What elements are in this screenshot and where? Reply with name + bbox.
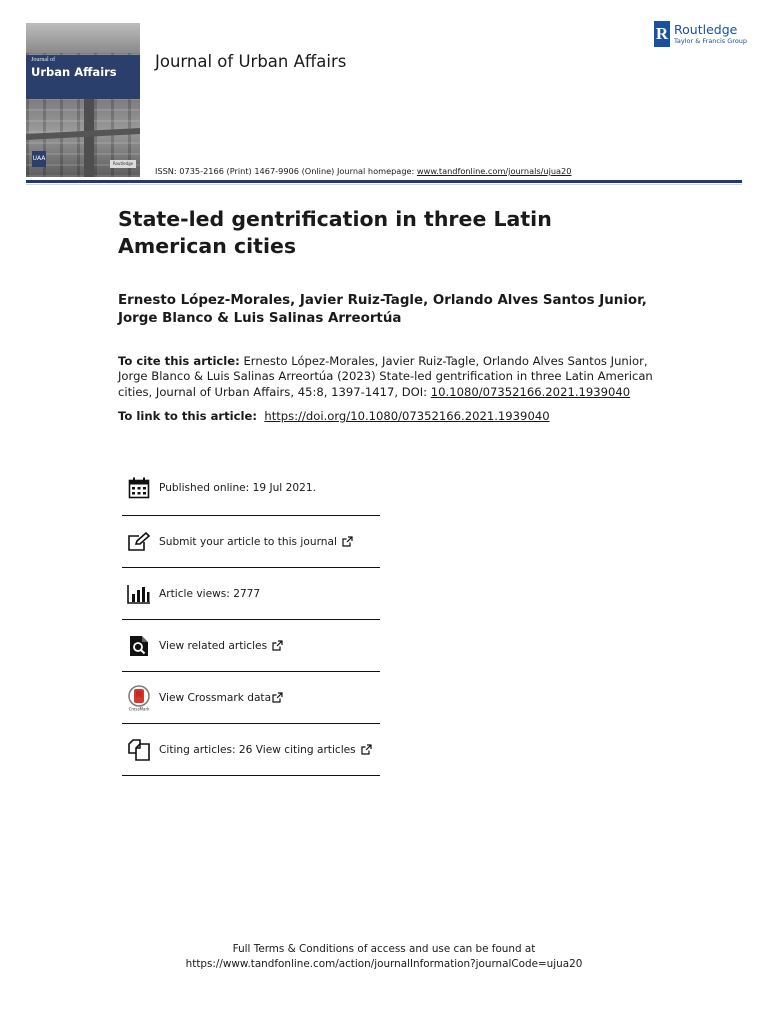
terms-url-link[interactable]: https://www.tandfonline.com/action/journalInformation?journalCode=ujua20: [185, 958, 583, 970]
terms-line: Full Terms & Conditions of access and use can be found at: [232, 943, 536, 955]
citing-articles-row[interactable]: [122, 724, 380, 776]
article-link-label: To link to this article:: [118, 409, 257, 423]
external-link-icon: [272, 692, 283, 703]
journal-cover-image: [26, 23, 140, 177]
citation-label: To cite this article:: [118, 354, 240, 368]
article-info-list: [122, 460, 380, 776]
publisher-name: Routledge: [674, 22, 738, 37]
citing-articles-label: Citing articles: 26 View citing articles: [159, 743, 356, 756]
cover-road-graphic: [26, 128, 140, 140]
citing-documents-icon: [126, 737, 152, 763]
citation-block: [118, 354, 673, 400]
submit-article-text: [159, 536, 353, 548]
cover-header-band: [26, 23, 140, 53]
crossmark-icon: [126, 685, 152, 711]
related-articles-row[interactable]: [122, 620, 380, 672]
cover-title-line2: Affairs: [74, 65, 117, 79]
calendar-icon: [126, 475, 152, 501]
citation-text: Ernesto López-Morales, Javier Ruiz-Tagle, Orlando Alves Santos Junior, Jorge Blanco & Luis Salinas Arreortúa (2023) State-led gentrification in three Latin American cities, Journal of Urban Affairs, 45:8, 1397-1417, DOI:: [118, 354, 653, 399]
edit-icon: [126, 529, 152, 555]
header-divider: [26, 180, 742, 183]
uaa-logo: UAA: [32, 151, 46, 167]
external-link-icon: [342, 536, 353, 547]
routledge-wordmark: [674, 23, 747, 45]
article-views-text: Article views: 2777: [159, 587, 261, 600]
article-authors: Ernesto López-Morales, Javier Ruiz-Tagle, Orlando Alves Santos Junior, Jorge Blanco & Luis Salinas Arreortúa: [118, 293, 647, 326]
cover-road-graphic: [84, 99, 94, 177]
issn-line: [155, 166, 571, 176]
published-online-row: [122, 460, 380, 516]
article-link-block: [118, 409, 678, 424]
article-views-row: [122, 568, 380, 620]
journal-homepage-link[interactable]: www.tandfonline.com/journals/ujua20: [416, 166, 572, 176]
crossmark-label: View Crossmark data: [159, 691, 272, 704]
issn-text: ISSN: 0735-2166 (Print) 1467-9906 (Online) Journal homepage:: [155, 166, 417, 176]
cover-title-line1: Urban: [31, 65, 71, 79]
article-doi-link[interactable]: https://doi.org/10.1080/07352166.2021.1939040: [264, 409, 550, 423]
routledge-mark-icon: R: [654, 21, 670, 47]
cover-title: [31, 66, 117, 78]
cover-publisher-mark: Routledge: [110, 160, 136, 168]
article-title: State-led gentrification in three Latin American cities: [118, 207, 552, 258]
related-articles-label: View related articles: [159, 639, 268, 652]
external-link-icon: [361, 744, 372, 755]
crossmark-text: [159, 692, 283, 704]
header-divider-shadow: [26, 184, 742, 185]
search-document-icon: [126, 633, 152, 659]
routledge-logo[interactable]: [654, 21, 747, 47]
svg-text:CrossMark: CrossMark: [128, 706, 150, 711]
publisher-subtitle: Taylor & Francis Group: [674, 37, 748, 45]
journal-name: Journal of Urban Affairs: [155, 52, 347, 71]
external-link-icon: [272, 640, 283, 651]
citing-articles-text: [159, 744, 372, 756]
published-online-text: Published online: 19 Jul 2021.: [159, 481, 316, 494]
submit-article-label: Submit your article to this journal: [159, 535, 337, 548]
terms-footer: [0, 942, 768, 972]
related-articles-text: [159, 640, 283, 652]
bar-chart-icon: [126, 581, 152, 607]
crossmark-row[interactable]: [122, 672, 380, 724]
submit-article-row[interactable]: [122, 516, 380, 568]
cover-small-text: Journal of: [31, 57, 56, 63]
citation-doi-link[interactable]: 10.1080/07352166.2021.1939040: [430, 384, 631, 399]
